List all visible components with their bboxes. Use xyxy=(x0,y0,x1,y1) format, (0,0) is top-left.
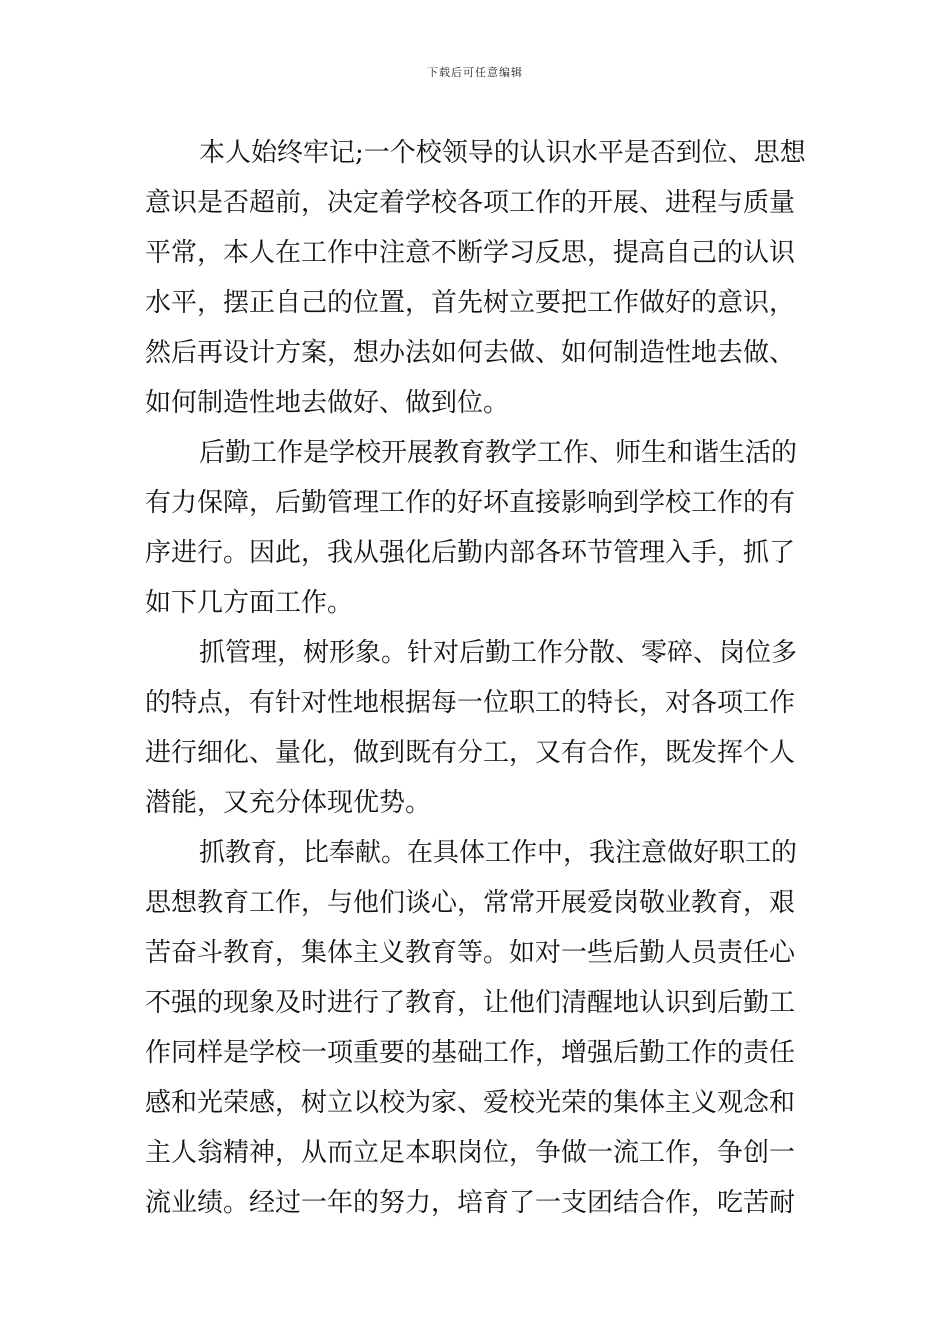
text-line: 不强的现象及时进行了教育，让他们清醒地认识到后勤工 xyxy=(145,988,796,1018)
text-line: 如下几方面工作。 xyxy=(145,588,354,618)
text-line: 作同样是学校一项重要的基础工作，增强后勤工作的责任 xyxy=(145,1038,796,1068)
text-line: 序进行。因此，我从强化后勤内部各环节管理入手，抓了 xyxy=(145,538,796,568)
text-line: 苦奋斗教育，集体主义教育等。如对一些后勤人员责任心 xyxy=(145,938,796,968)
text-line: 的特点，有针对性地根据每一位职工的特长，对各项工作 xyxy=(145,688,796,718)
text-line: 后勤工作是学校开展教育教学工作、师生和谐生活的 xyxy=(199,438,798,468)
text-line: 意识是否超前，决定着学校各项工作的开展、进程与质量 xyxy=(145,188,796,218)
header-note: 下载后可任意编辑 xyxy=(427,66,523,79)
text-line: 抓教育，比奉献。在具体工作中，我注意做好职工的 xyxy=(199,838,798,868)
text-line: 主人翁精神，从而立足本职岗位，争做一流工作，争创一 xyxy=(145,1138,796,1168)
text-line: 抓管理，树形象。针对后勤工作分散、零碎、岗位多 xyxy=(199,638,798,668)
text-line: 思想教育工作，与他们谈心，常常开展爱岗敬业教育，艰 xyxy=(145,888,796,918)
text-line: 流业绩。经过一年的努力，培育了一支团结合作，吃苦耐 xyxy=(145,1188,796,1218)
text-line: 有力保障，后勤管理工作的好坏直接影响到学校工作的有 xyxy=(145,488,796,518)
text-line: 潜能，又充分体现优势。 xyxy=(145,788,432,818)
body-text xyxy=(145,128,809,1228)
text-line: 感和光荣感，树立以校为家、爱校光荣的集体主义观念和 xyxy=(145,1088,796,1118)
text-line: 然后再设计方案，想办法如何去做、如何制造性地去做、 xyxy=(145,338,796,368)
text-line: 平常，本人在工作中注意不断学习反思，提高自己的认识 xyxy=(145,238,796,268)
text-line: 水平，摆正自己的位置，首先树立要把工作做好的意识， xyxy=(145,288,796,318)
text-line: 本人始终牢记;一个校领导的认识水平是否到位、思想 xyxy=(199,138,806,168)
text-line: 如何制造性地去做好、做到位。 xyxy=(145,388,510,418)
text-line: 进行细化、量化，做到既有分工，又有合作，既发挥个人 xyxy=(145,738,796,768)
